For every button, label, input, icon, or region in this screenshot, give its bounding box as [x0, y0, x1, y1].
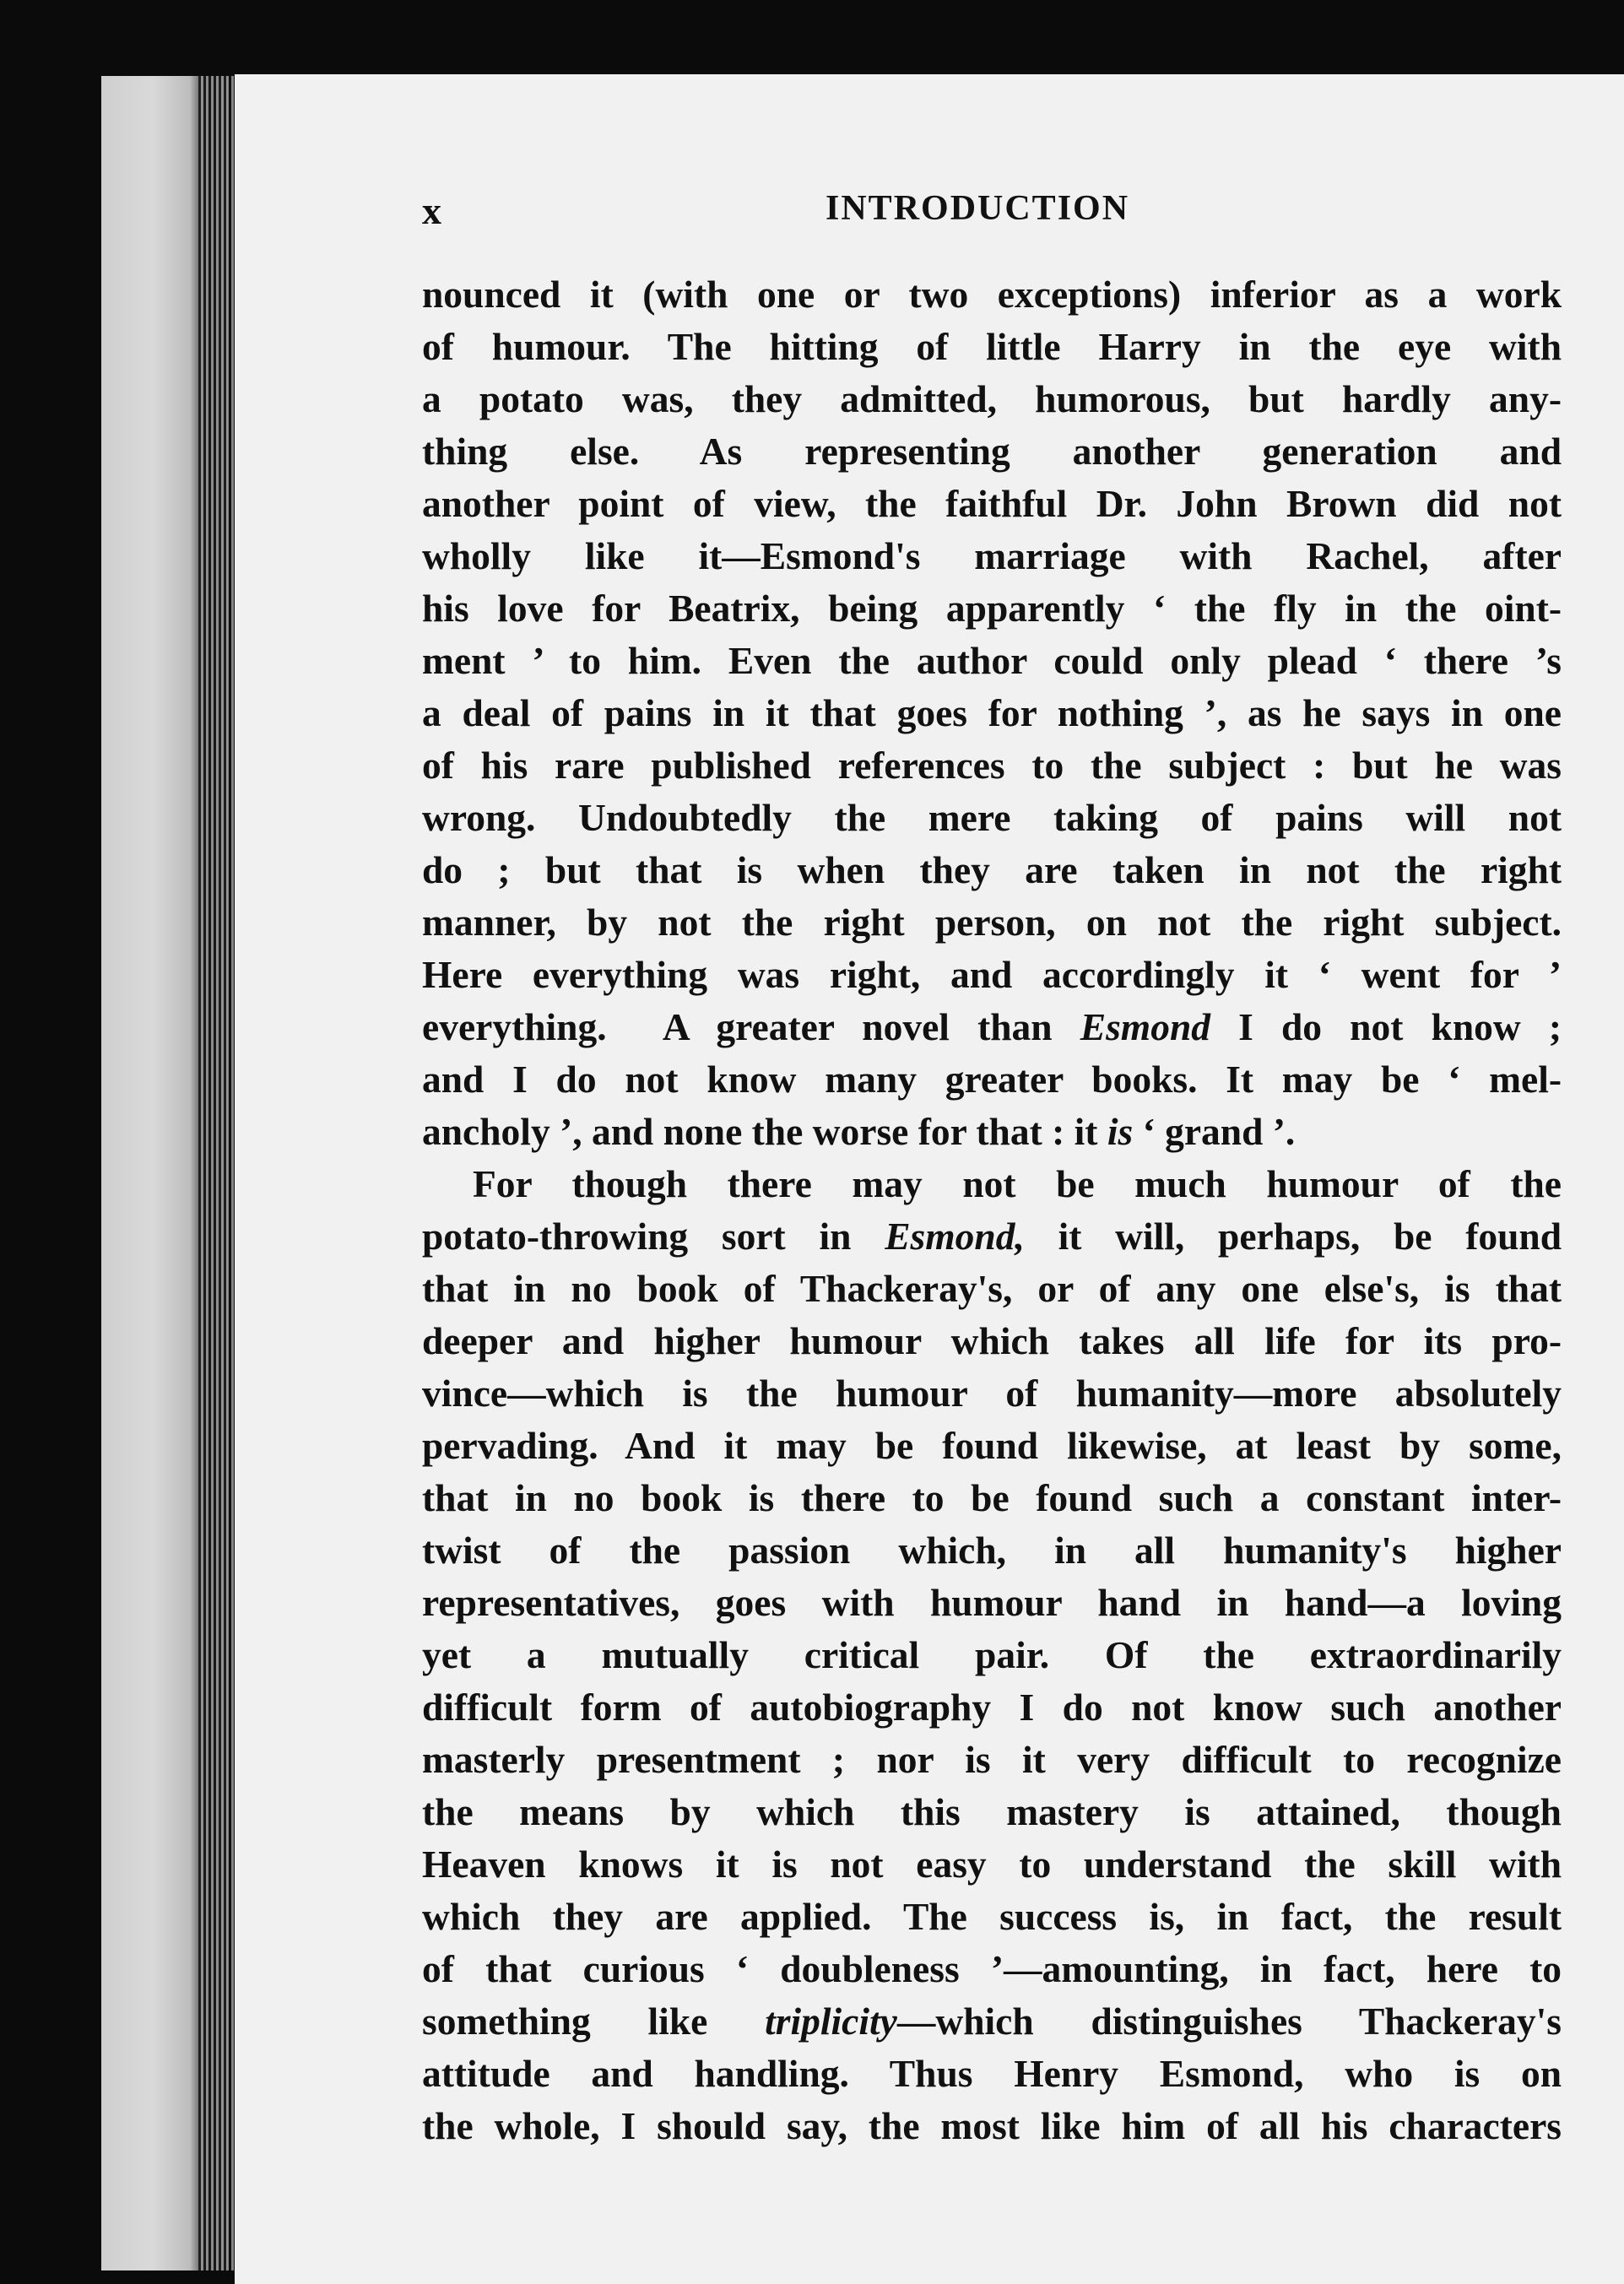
text-line: another point of view, the faithful Dr. John Brown did not — [422, 482, 1562, 525]
text-line: attitude and handling. Thus Henry Esmond, who is on — [422, 2052, 1562, 2095]
text-line — [422, 1995, 1562, 2048]
text-line: ment ’ to him. Even the author could only plead ‘ there ’s — [422, 639, 1562, 682]
text-line: do ; but that is when they are taken in not the right — [422, 848, 1562, 891]
text-line: that in no book is there to be found such a constant inter- — [422, 1476, 1562, 1519]
italic-emphasis: triplicity — [765, 2000, 897, 2043]
text-line — [422, 1106, 1562, 1158]
page-header — [235, 188, 1624, 247]
text-run: ancholy ’, and none the worse for that : it — [422, 1110, 1098, 1153]
text-run: potato-throwing sort in — [422, 1215, 852, 1258]
text-line: twist of the passion which, in all humanity's higher — [422, 1529, 1562, 1572]
text-run: I do not know ; — [1238, 1005, 1562, 1048]
book-page — [235, 74, 1624, 2284]
text-line: which they are applied. The success is, in fact, the result — [422, 1895, 1562, 1938]
text-line: pervading. And it may be found likewise, at least by some, — [422, 1424, 1562, 1467]
text-line: the means by which this mastery is attained, though — [422, 1790, 1562, 1833]
text-line: manner, by not the right person, on not the right subject. — [422, 901, 1562, 944]
text-run: A greater novel than — [662, 1005, 1053, 1048]
italic-title: Esmond, — [885, 1215, 1025, 1258]
text-line: nounced it (with one or two exceptions) inferior as a work — [422, 273, 1562, 316]
text-line: of that curious ‘ doubleness ’—amounting, in fact, here to — [422, 1947, 1562, 1990]
text-run: something like — [422, 2000, 708, 2043]
text-line: thing else. As representing another generation and — [422, 430, 1562, 473]
text-line: wholly like it—Esmond's marriage with Rachel, after — [422, 534, 1562, 577]
text-run: ‘ grand ’. — [1142, 1110, 1296, 1153]
text-line: the whole, I should say, the most like him of all his characters — [422, 2104, 1562, 2147]
text-line — [422, 1210, 1562, 1263]
text-line: of his rare published references to the subject : but he was — [422, 744, 1562, 787]
text-line: difficult form of autobiography I do not know such another — [422, 1686, 1562, 1729]
text-line: a deal of pains in it that goes for nothing ’, as he says in one — [422, 691, 1562, 734]
text-line: a potato was, they admitted, humorous, but hardly any- — [422, 377, 1562, 420]
text-run: —which distinguishes Thackeray's — [896, 2000, 1562, 2043]
text-line: his love for Beatrix, being apparently ‘ the fly in the oint- — [422, 587, 1562, 630]
page-number: x — [422, 189, 441, 232]
running-head: INTRODUCTION — [826, 189, 1130, 228]
text-line: and I do not know many greater books. It may be ‘ mel- — [422, 1058, 1562, 1101]
text-run: it will, perhaps, be found — [1058, 1215, 1562, 1258]
text-line: Heaven knows it is not easy to understand the skill with — [422, 1843, 1562, 1886]
text-line: For though there may not be much humour of the — [473, 1162, 1562, 1205]
italic-title: Esmond — [1080, 1005, 1211, 1048]
text-line: masterly presentment ; nor is it very difficult to recognize — [422, 1738, 1562, 1781]
text-line: deeper and higher humour which takes all life for its pro- — [422, 1319, 1562, 1362]
text-line: wrong. Undoubtedly the mere taking of pains will not — [422, 796, 1562, 839]
text-run: everything. — [422, 1005, 607, 1048]
italic-emphasis: is — [1107, 1110, 1134, 1153]
text-line: yet a mutually critical pair. Of the extraordinarily — [422, 1633, 1562, 1676]
body-text — [422, 268, 1562, 2152]
text-line: of humour. The hitting of little Harry in the eye with — [422, 325, 1562, 368]
text-line: Here everything was right, and accordingly it ‘ went for ’ — [422, 953, 1562, 996]
text-line: vince—which is the humour of humanity—more absolutely — [422, 1372, 1562, 1415]
text-line — [422, 1001, 1562, 1053]
page-stack-edge — [198, 76, 236, 2270]
text-line: representatives, goes with humour hand in hand—a loving — [422, 1581, 1562, 1624]
text-line: that in no book of Thackeray's, or of any one else's, is that — [422, 1267, 1562, 1310]
